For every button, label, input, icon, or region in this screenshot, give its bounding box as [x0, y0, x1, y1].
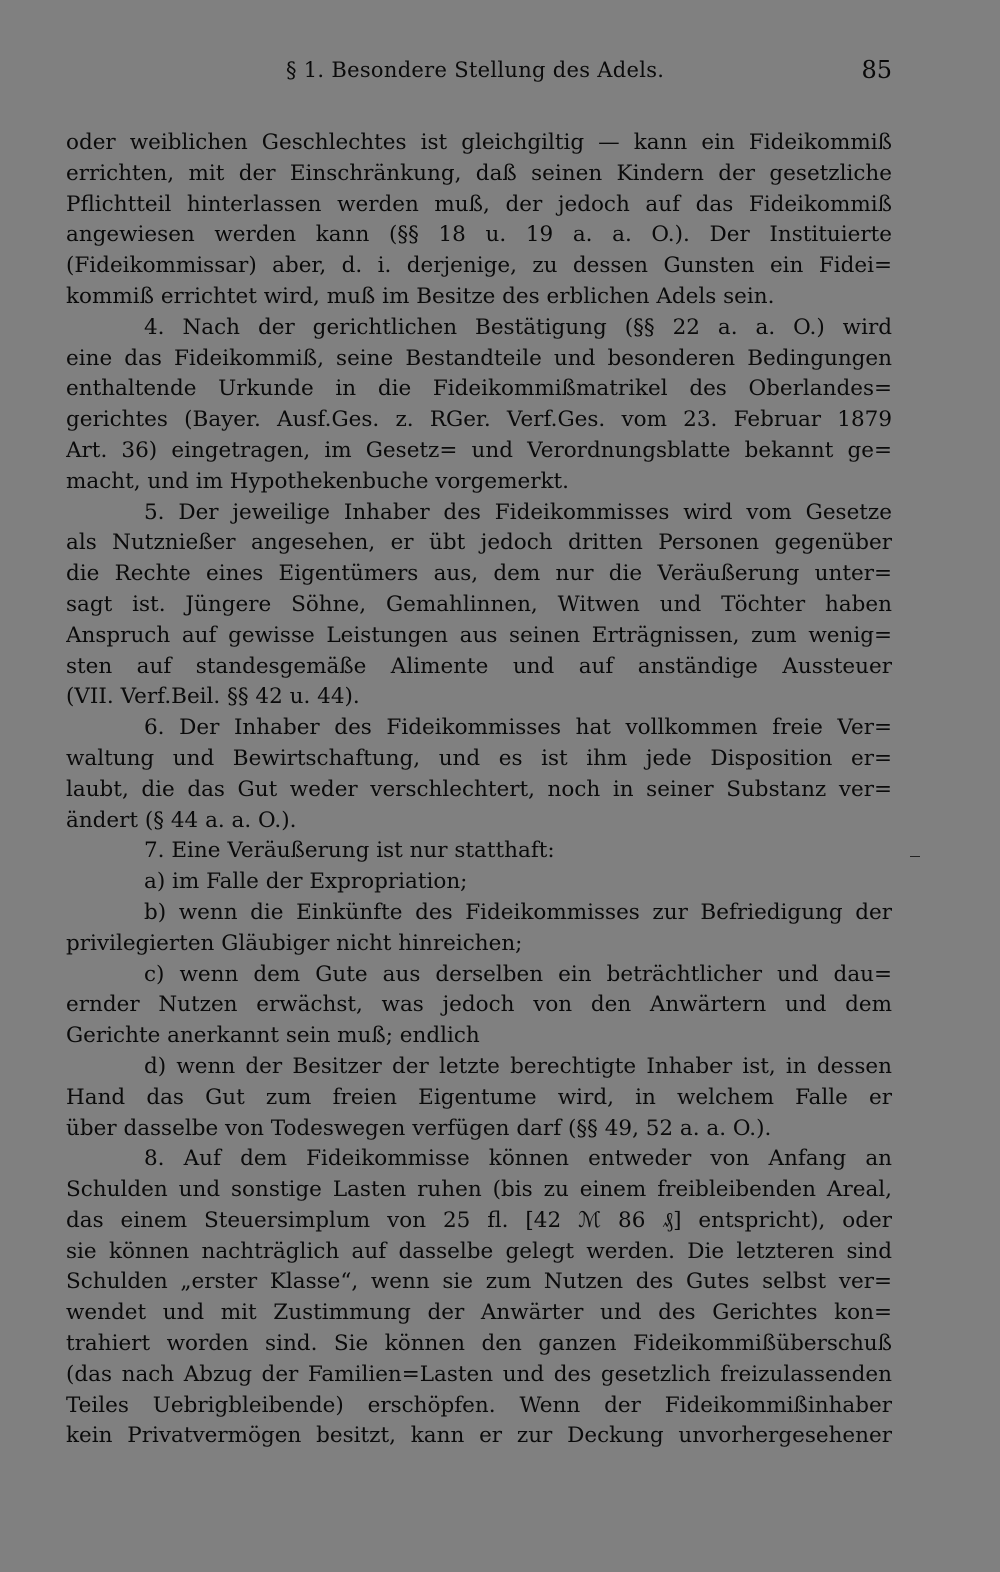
text-line: 7. Eine Veräußerung ist nur statthaft: [144, 838, 555, 864]
text-line: privilegierten Gläubiger nicht hinreichen; [66, 930, 523, 956]
margin-mark [910, 856, 920, 857]
text-line: laubt, die das Gut weder verschlechtert, noch in seiner Substanz ver= [66, 776, 892, 802]
text-line: das einem Steuersimplum von 25 fl. [42 ℳ 86 ₰] entspricht), oder [66, 1207, 892, 1233]
text-line: wendet und mit Zustimmung der Anwärter und des Gerichtes kon= [66, 1300, 892, 1326]
text-line: c) wenn dem Gute aus derselben ein beträchtlicher und dau= [144, 961, 892, 987]
body-text [66, 128, 892, 1452]
text-line: Hand das Gut zum freien Eigentume wird, in welchem Falle er [66, 1084, 892, 1110]
text-line: Schulden „erster Klasse“, wenn sie zum Nutzen des Gutes selbst ver= [66, 1269, 892, 1295]
text-line: angewiesen werden kann (§§ 18 u. 19 a. a. O.). Der Instituierte [66, 222, 892, 248]
text-line: Anspruch auf gewisse Leistungen aus seinen Erträgnissen, zum wenig= [66, 622, 892, 648]
text-line: a) im Falle der Expropriation; [144, 869, 468, 895]
text-line: 6. Der Inhaber des Fideikommisses hat vollkommen freie Ver= [144, 715, 892, 741]
text-line: gerichtes (Bayer. Ausf.Ges. z. RGer. Verf.Ges. vom 23. Februar 1879 [66, 407, 892, 433]
text-line: waltung und Bewirtschaftung, und es ist ihm jede Disposition er= [66, 745, 892, 771]
text-line: kommiß errichtet wird, muß im Besitze des erblichen Adels sein. [66, 283, 775, 309]
page-number: 85 [861, 56, 892, 84]
text-line: (VII. Verf.Beil. §§ 42 u. 44). [66, 684, 360, 710]
text-line: Schulden und sonstige Lasten ruhen (bis zu einem freibleibenden Areal, [66, 1177, 892, 1203]
text-line: sie können nachträglich auf dasselbe gelegt werden. Die letzteren sind [66, 1238, 892, 1264]
text-line: Art. 36) eingetragen, im Gesetz= und Verordnungsblatte bekannt ge= [66, 437, 892, 463]
text-line: Pflichtteil hinterlassen werden muß, der jedoch auf das Fideikommiß [66, 191, 892, 217]
text-line: sagt ist. Jüngere Söhne, Gemahlinnen, Witwen und Töchter haben [66, 591, 892, 617]
text-line: enthaltende Urkunde in die Fideikommißmatrikel des Oberlandes= [66, 376, 892, 402]
text-line: sten auf standesgemäße Alimente und auf anständige Aussteuer [66, 653, 892, 679]
text-line: oder weiblichen Geschlechtes ist gleichgiltig — kann ein Fideikommiß [66, 130, 892, 155]
text-line: kein Privatvermögen besitzt, kann er zur Deckung unvorhergesehener [66, 1423, 892, 1449]
text-line: (das nach Abzug der Familien=Lasten und des gesetzlich freizulassenden [66, 1361, 892, 1387]
text-line: über dasselbe von Todeswegen verfügen darf (§§ 49, 52 a. a. O.). [66, 1115, 772, 1141]
text-line: Teiles Uebrigbleibende) erschöpfen. Wenn der Fideikommißinhaber [66, 1392, 892, 1418]
text-line: 5. Der jeweilige Inhaber des Fideikommisses wird vom Gesetze [144, 499, 892, 525]
book-page [66, 54, 892, 1452]
running-header [66, 54, 892, 98]
text-line: (Fideikommissar) aber, d. i. derjenige, zu dessen Gunsten ein Fidei= [66, 253, 892, 279]
text-line: trahiert worden sind. Sie können den ganzen Fideikommißüberschuß [66, 1331, 892, 1357]
text-line: 4. Nach der gerichtlichen Bestätigung (§§ 22 a. a. O.) wird [144, 314, 892, 340]
text-line: d) wenn der Besitzer der letzte berechtigte Inhaber ist, in dessen [144, 1053, 892, 1079]
text-line: errichten, mit der Einschränkung, daß seinen Kindern der gesetzliche [66, 160, 892, 186]
text-line: eine das Fideikommiß, seine Bestandteile und besonderen Bedingungen [66, 345, 892, 371]
section-title: § 1. Besondere Stellung des Adels. [286, 58, 665, 82]
text-line: macht, und im Hypothekenbuche vorgemerkt. [66, 468, 570, 494]
text-line: b) wenn die Einkünfte des Fideikommisses zur Befriedigung der [144, 899, 892, 925]
text-line: die Rechte eines Eigentümers aus, dem nur die Veräußerung unter= [66, 561, 892, 587]
text-line: Gerichte anerkannt sein muß; endlich [66, 1023, 480, 1049]
text-line: als Nutznießer angesehen, er übt jedoch dritten Personen gegenüber [66, 530, 892, 556]
text-line: ändert (§ 44 a. a. O.). [66, 807, 297, 833]
text-line: 8. Auf dem Fideikommisse können entweder von Anfang an [144, 1146, 892, 1172]
text-line: ernder Nutzen erwächst, was jedoch von den Anwärtern und dem [66, 992, 892, 1018]
